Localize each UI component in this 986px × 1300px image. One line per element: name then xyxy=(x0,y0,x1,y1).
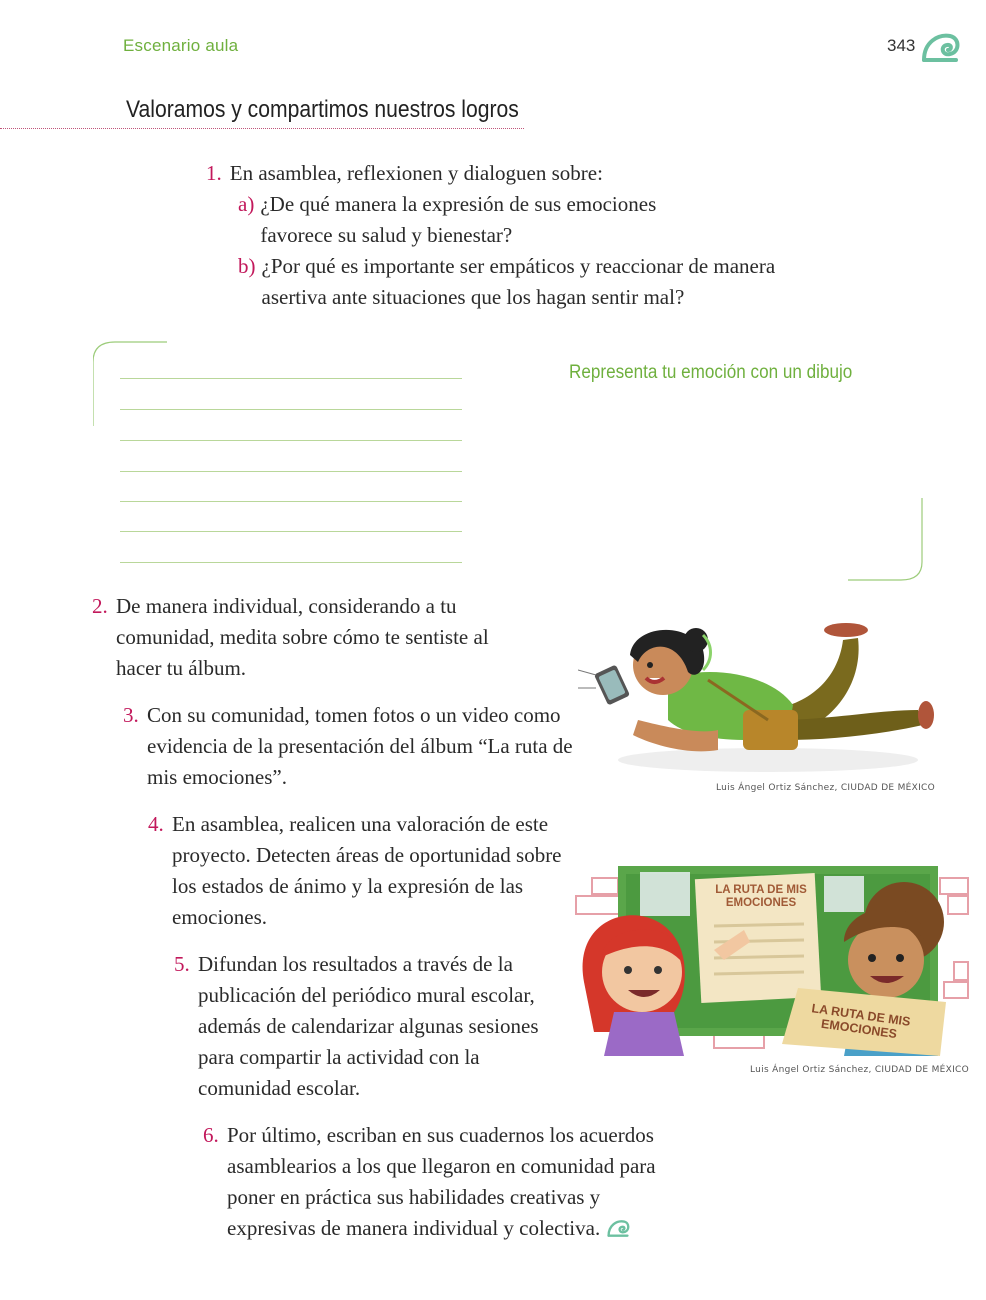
page-title: Valoramos y compartimos nuestros logros xyxy=(126,96,519,123)
drawing-prompt: Representa tu emoción con un dibujo xyxy=(569,362,853,383)
image-credit-2: Luis Ángel Ortiz Sánchez, CIUDAD DE MÉXICO xyxy=(750,1065,970,1075)
page-number: 343 xyxy=(887,36,916,55)
writing-line[interactable] xyxy=(120,471,462,472)
item-6: 6. Por último, escriban en sus cuadernos los acuerdos asamblearios a los que llegaron en comunidad para poner en práctica sus habilidades creativas y expresivas de manera individual y colectiva. xyxy=(203,1123,656,1240)
section-label: Escenario aula xyxy=(123,36,239,55)
image-credit-1: Luis Ángel Ortiz Sánchez, CIUDAD DE MÉXICO xyxy=(716,783,936,793)
item-3: 3. Con su comunidad, tomen fotos o un video como evidencia de la presentación del álbum “La ruta de mis emociones”. xyxy=(123,703,573,789)
question-1a: a) ¿De qué manera la expresión de sus emociones favorece su salud y bienestar? xyxy=(238,192,657,247)
writing-line[interactable] xyxy=(120,562,462,563)
item-4: 4. En asamblea, realicen una valoración de este proyecto. Detecten áreas de oportunidad sobre los estados de ánimo y la expresión de las emociones. xyxy=(148,812,562,929)
girl-phone-illustration xyxy=(578,610,948,780)
poster-title: LA RUTA DE MIS EMOCIONES xyxy=(715,884,807,909)
title-divider xyxy=(0,128,524,129)
writing-line[interactable] xyxy=(120,531,462,532)
sign-text: LA RUTA DE MIS EMOCIONES xyxy=(810,1001,912,1042)
writing-line[interactable] xyxy=(120,409,462,410)
item-2: 2. De manera individual, considerando a tu comunidad, medita sobre cómo te sentiste al hacer tu álbum. xyxy=(92,594,489,680)
question-1b: b) ¿Por qué es importante ser empáticos y reaccionar de manera asertiva ante situaciones que los hagan sentir mal? xyxy=(238,254,776,309)
spiral-logo-icon xyxy=(920,30,960,64)
writing-line[interactable] xyxy=(120,378,462,379)
question-1-stem: 1. En asamblea, reflexionen y dialoguen sobre: xyxy=(206,161,603,185)
writing-line[interactable] xyxy=(120,440,462,441)
writing-line[interactable] xyxy=(120,501,462,502)
spiral-end-icon xyxy=(605,1218,631,1238)
question-1 xyxy=(206,158,826,313)
item-5: 5. Difundan los resultados a través de la publicación del periódico mural escolar, además de calendarizar algunas sesiones para compartir la actividad con la comunidad escolar. xyxy=(174,952,539,1100)
